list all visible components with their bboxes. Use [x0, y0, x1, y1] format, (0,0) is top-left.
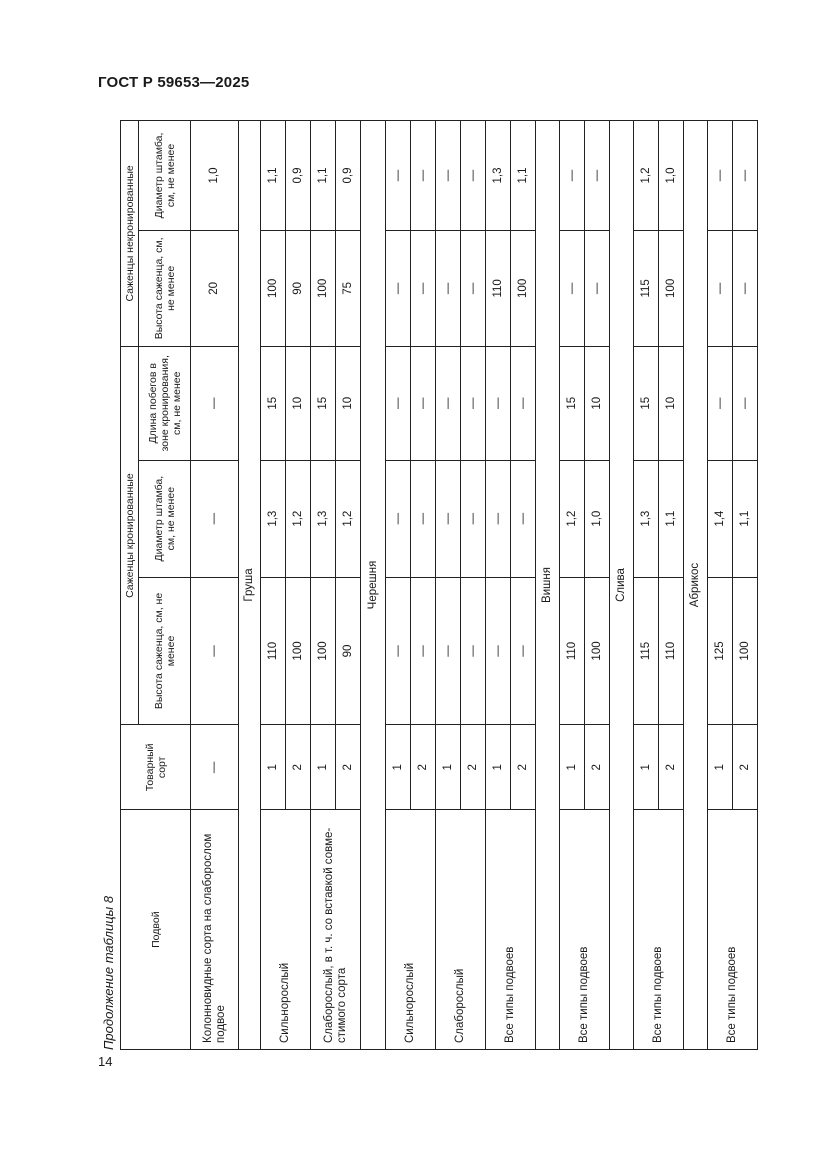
section-label: Вишня: [536, 121, 560, 1050]
uncrowned-height-cell: 75: [336, 230, 361, 346]
crowned-stem-diameter-cell: 1,3: [261, 460, 286, 577]
document-header: ГОСТ Р 59653—2025: [98, 74, 250, 91]
table-row: [311, 121, 336, 1050]
grade-cell: 2: [733, 725, 758, 810]
crowned-shoot-length-cell: 10: [659, 346, 684, 460]
crowned-stem-diameter-cell: —: [436, 460, 461, 577]
grade-cell: 1: [560, 725, 585, 810]
section-label: Черешня: [361, 121, 386, 1050]
crowned-shoot-length-cell: —: [461, 346, 486, 460]
crowned-height-cell: 115: [634, 577, 659, 725]
rootstock-cell: Все типы подвоев: [634, 810, 684, 1050]
grade-cell: 2: [286, 725, 311, 810]
uncrowned-height-cell: —: [461, 230, 486, 346]
crowned-height-cell: 90: [336, 577, 361, 725]
crowned-stem-diameter-cell: 1,4: [708, 460, 733, 577]
crowned-shoot-length-cell: 10: [336, 346, 361, 460]
rootstock-cell: Слаборослый: [436, 810, 486, 1050]
uncrowned-stem-diameter-cell: 1,1: [261, 121, 286, 231]
crowned-height-cell: —: [191, 577, 239, 725]
uncrowned-stem-diameter-cell: —: [461, 121, 486, 231]
header-uncrowned-group: Саженцы некронированные: [121, 121, 139, 347]
crowned-stem-diameter-cell: 1,3: [311, 460, 336, 577]
crowned-height-cell: 100: [733, 577, 758, 725]
crowned-height-cell: 125: [708, 577, 733, 725]
header-rootstock: Подвой: [121, 810, 191, 1050]
crowned-shoot-length-cell: 15: [560, 346, 585, 460]
uncrowned-height-cell: 20: [191, 230, 239, 346]
table-row: [261, 121, 286, 1050]
grade-cell: 1: [436, 725, 461, 810]
section-label: Груша: [239, 121, 261, 1050]
rotated-table-block: [100, 120, 756, 1050]
section-row: [610, 121, 634, 1050]
crowned-height-cell: 110: [659, 577, 684, 725]
crowned-stem-diameter-cell: —: [486, 460, 511, 577]
uncrowned-stem-diameter-cell: 1,3: [486, 121, 511, 231]
uncrowned-stem-diameter-cell: —: [585, 121, 610, 231]
grade-cell: 1: [486, 725, 511, 810]
crowned-stem-diameter-cell: 1,2: [336, 460, 361, 577]
page-number: 14: [98, 1054, 113, 1069]
header-uncrowned-stem-diameter: Диаметр штамба, см, не менее: [139, 121, 191, 231]
crowned-shoot-length-cell: —: [386, 346, 411, 460]
header-crowned-group: Саженцы кронированные: [121, 346, 139, 725]
rootstock-cell: Все типы подвоев: [486, 810, 536, 1050]
crowned-shoot-length-cell: 15: [311, 346, 336, 460]
grade-cell: 1: [311, 725, 336, 810]
crowned-shoot-length-cell: —: [436, 346, 461, 460]
crowned-height-cell: —: [386, 577, 411, 725]
grade-cell: 2: [411, 725, 436, 810]
uncrowned-stem-diameter-cell: —: [708, 121, 733, 231]
rootstock-cell: Слаборослый, в т. ч. со вставкой совме-стимого сорта: [311, 810, 361, 1050]
grade-cell: 2: [336, 725, 361, 810]
table-caption: Продолжение таблицы 8: [101, 895, 116, 1050]
rootstock-cell: Сильнорослый: [261, 810, 311, 1050]
table-row: [191, 121, 239, 1050]
uncrowned-stem-diameter-cell: 1,1: [311, 121, 336, 231]
grade-cell: 1: [386, 725, 411, 810]
crowned-shoot-length-cell: 10: [286, 346, 311, 460]
crowned-height-cell: —: [511, 577, 536, 725]
uncrowned-height-cell: —: [436, 230, 461, 346]
uncrowned-stem-diameter-cell: —: [733, 121, 758, 231]
table-row: [436, 121, 461, 1050]
crowned-stem-diameter-cell: 1,2: [560, 460, 585, 577]
uncrowned-stem-diameter-cell: —: [411, 121, 436, 231]
crowned-height-cell: 100: [585, 577, 610, 725]
grade-cell: 2: [461, 725, 486, 810]
crowned-shoot-length-cell: —: [411, 346, 436, 460]
uncrowned-height-cell: —: [733, 230, 758, 346]
uncrowned-stem-diameter-cell: —: [560, 121, 585, 231]
uncrowned-height-cell: —: [411, 230, 436, 346]
uncrowned-height-cell: —: [585, 230, 610, 346]
crowned-shoot-length-cell: 10: [585, 346, 610, 460]
crowned-height-cell: 110: [560, 577, 585, 725]
crowned-height-cell: —: [486, 577, 511, 725]
crowned-stem-diameter-cell: —: [461, 460, 486, 577]
section-label: Слива: [610, 121, 634, 1050]
uncrowned-height-cell: 115: [634, 230, 659, 346]
rootstock-cell: Сильнорослый: [386, 810, 436, 1050]
grade-cell: 1: [634, 725, 659, 810]
table-body: [191, 121, 758, 1050]
uncrowned-height-cell: —: [708, 230, 733, 346]
rootstock-cell: Все типы подвоев: [560, 810, 610, 1050]
uncrowned-stem-diameter-cell: 1,0: [659, 121, 684, 231]
header-uncrowned-height: Высота саженца, см, не менее: [139, 230, 191, 346]
crowned-shoot-length-cell: —: [708, 346, 733, 460]
uncrowned-stem-diameter-cell: —: [436, 121, 461, 231]
uncrowned-stem-diameter-cell: 1,2: [634, 121, 659, 231]
uncrowned-stem-diameter-cell: 1,0: [191, 121, 239, 231]
grade-cell: 2: [659, 725, 684, 810]
crowned-stem-diameter-cell: 1,1: [733, 460, 758, 577]
uncrowned-height-cell: 100: [311, 230, 336, 346]
grade-cell: 2: [585, 725, 610, 810]
section-row: [684, 121, 708, 1050]
crowned-shoot-length-cell: —: [511, 346, 536, 460]
uncrowned-stem-diameter-cell: —: [386, 121, 411, 231]
uncrowned-height-cell: 100: [261, 230, 286, 346]
crowned-height-cell: 100: [311, 577, 336, 725]
table-row: [708, 121, 733, 1050]
uncrowned-height-cell: 100: [659, 230, 684, 346]
crowned-stem-diameter-cell: —: [386, 460, 411, 577]
uncrowned-height-cell: 100: [511, 230, 536, 346]
header-crowned-stem-diameter: Диаметр штамба, см, не менее: [139, 460, 191, 577]
section-row: [239, 121, 261, 1050]
grade-cell: 1: [708, 725, 733, 810]
crowned-stem-diameter-cell: —: [511, 460, 536, 577]
uncrowned-height-cell: 90: [286, 230, 311, 346]
crowned-shoot-length-cell: 15: [261, 346, 286, 460]
header-crowned-height: Высота саженца, см, не менее: [139, 577, 191, 725]
rootstock-cell: Колонновидные сорта на слаборослом подвое: [191, 810, 239, 1050]
table-row: [560, 121, 585, 1050]
crowned-stem-diameter-cell: 1,0: [585, 460, 610, 577]
crowned-height-cell: 100: [286, 577, 311, 725]
standards-table: [120, 120, 758, 1050]
crowned-height-cell: —: [411, 577, 436, 725]
section-row: [361, 121, 386, 1050]
rootstock-cell: Все типы подвоев: [708, 810, 758, 1050]
grade-cell: 1: [261, 725, 286, 810]
uncrowned-height-cell: —: [386, 230, 411, 346]
crowned-height-cell: —: [436, 577, 461, 725]
crowned-stem-diameter-cell: 1,1: [659, 460, 684, 577]
uncrowned-stem-diameter-cell: 0,9: [286, 121, 311, 231]
crowned-shoot-length-cell: 15: [634, 346, 659, 460]
table-row: [386, 121, 411, 1050]
crowned-stem-diameter-cell: —: [191, 460, 239, 577]
crowned-height-cell: —: [461, 577, 486, 725]
crowned-shoot-length-cell: —: [191, 346, 239, 460]
crowned-stem-diameter-cell: —: [411, 460, 436, 577]
crowned-stem-diameter-cell: 1,2: [286, 460, 311, 577]
table-row: [486, 121, 511, 1050]
table-row: [634, 121, 659, 1050]
header-crowned-shoot-length: Длина побегов в зоне кронирования, см, не менее: [139, 346, 191, 460]
uncrowned-height-cell: 110: [486, 230, 511, 346]
section-label: Абрикос: [684, 121, 708, 1050]
uncrowned-stem-diameter-cell: 0,9: [336, 121, 361, 231]
header-grade: Товарный сорт: [121, 725, 191, 810]
section-row: [536, 121, 560, 1050]
crowned-shoot-length-cell: —: [733, 346, 758, 460]
grade-cell: —: [191, 725, 239, 810]
crowned-height-cell: 110: [261, 577, 286, 725]
crowned-shoot-length-cell: —: [486, 346, 511, 460]
uncrowned-height-cell: —: [560, 230, 585, 346]
crowned-stem-diameter-cell: 1,3: [634, 460, 659, 577]
grade-cell: 2: [511, 725, 536, 810]
uncrowned-stem-diameter-cell: 1,1: [511, 121, 536, 231]
